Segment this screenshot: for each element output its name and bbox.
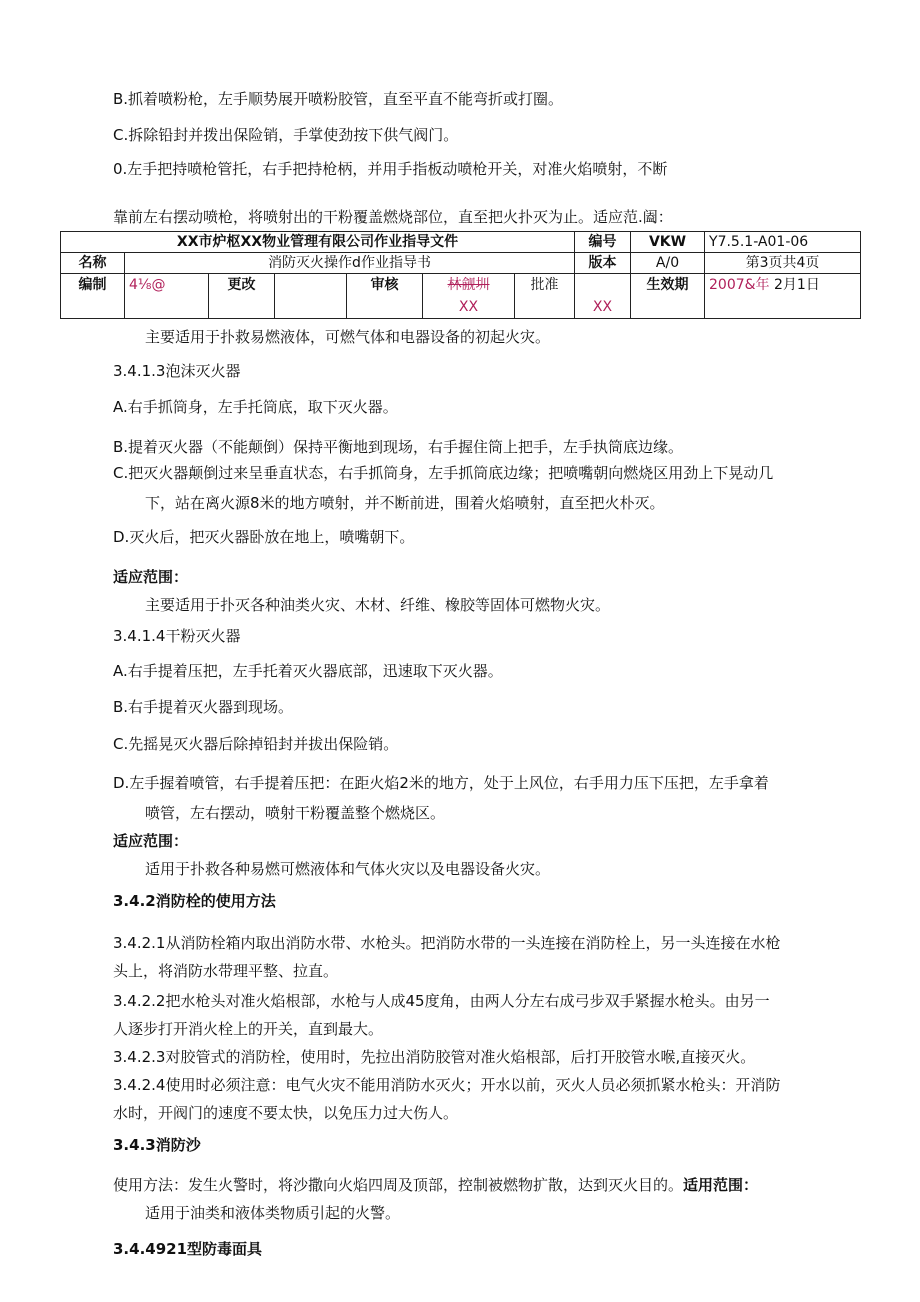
body-line-3: A.右手抓筒身，左手托筒底，取下灭火器。 bbox=[113, 398, 398, 416]
section-3-4-1-3: 3.4.1.3泡沫灭火器 bbox=[113, 362, 241, 380]
approve-signature: XX bbox=[575, 274, 631, 319]
body-line-15: 喷管，左右摆动，喷射干粉覆盖整个燃烧区。 bbox=[145, 804, 446, 822]
usage-text: 使用方法：发生火警时，将沙撒向火焰四周及顶部，控制被燃物扩散，达到灭火目的。 bbox=[113, 1176, 684, 1194]
review-signature-mark: XX bbox=[458, 299, 479, 315]
version-label: 版本 bbox=[575, 253, 631, 274]
body-line-20: 头上，将消防水带理平整、拉直。 bbox=[113, 962, 339, 980]
body-line-4: B.提着灭火器（不能颠倒）保持平衡地到现场，右手握住筒上把手，左手执筒底边缘。 bbox=[113, 438, 684, 456]
effective-label: 生效期 bbox=[631, 274, 705, 319]
document-header-table bbox=[60, 231, 861, 319]
review-signature-name: 林觎圳 bbox=[447, 277, 490, 293]
body-line-21: 3.4.2.2把水枪头对准火焰根部，水枪与人成45度角，由两人分左右成弓步双手紧握水枪头。由另一 bbox=[113, 992, 770, 1010]
approve-label: 批准 bbox=[515, 274, 575, 319]
code-label: 编号 bbox=[575, 232, 631, 253]
name-value: 消防灭火操作d作业指导书 bbox=[125, 253, 575, 274]
body-line-24: 3.4.2.4使用时必须注意：电气火灾不能用消防水灭火；开水以前，灭火人员必须抓紧水枪头：开消防 bbox=[113, 1076, 781, 1094]
scope-heading-3: 适用范围： bbox=[683, 1176, 759, 1194]
body-line-22: 人逐步打开消火栓上的开关，直到最大。 bbox=[113, 1020, 384, 1038]
company-title: XX市炉枢XX物业管理有限公司作业指导文件 bbox=[61, 232, 575, 253]
scope-heading-1: 适应范围： bbox=[113, 568, 189, 586]
change-value bbox=[275, 274, 347, 319]
review-label: 审核 bbox=[347, 274, 423, 319]
top-line-b: B.抓着喷粉枪，左手顺势展开喷粉胶管，直至平直不能弯折或打圈。 bbox=[113, 90, 564, 108]
body-line-9: 主要适用于扑灭各种油类火灾、木材、纤维、橡胶等固体可燃物火灾。 bbox=[145, 596, 611, 614]
body-line-12: B.右手提着灭火器到现场。 bbox=[113, 698, 294, 716]
code-value: Y7.5.1-A01-06 bbox=[705, 232, 861, 253]
body-line-19: 3.4.2.1从消防栓箱内取出消防水带、水枪头。把消防水带的一头连接在消防栓上，另一头连接在水枪 bbox=[113, 934, 781, 952]
body-line-1: 主要适用于扑救易燃液体，可燃气体和电器设备的初起火灾。 bbox=[145, 328, 551, 346]
top-line-c: C.拆除铅封并拨出保险销，手掌使劲按下供气阀门。 bbox=[113, 126, 459, 144]
name-label: 名称 bbox=[61, 253, 125, 274]
section-3-4-3: 3.4.3消防沙 bbox=[113, 1136, 201, 1154]
body-line-6: 下，站在离火源8米的地方喷射，并不断前进，围着火焰喷射，直至把火朴灭。 bbox=[145, 494, 665, 512]
body-line-7: D.灭火后，把灭火器卧放在地上，喷嘴朝下。 bbox=[113, 528, 415, 546]
effective-date: 2007&年 2月1日 bbox=[705, 274, 861, 319]
top-line-d2: 靠前左右摆动喷枪，将喷射出的干粉覆盖燃烧部位，直至把火扑灭为止。适应范.阖： bbox=[113, 208, 673, 226]
body-line-14: D.左手握着喷管，右手提着压把：在距火焰2米的地方，处于上风位，右手用力压下压把，左手拿着 bbox=[113, 774, 769, 792]
body-line-17: 适用于扑救各种易燃可燃液体和气体火灾以及电器设备火灾。 bbox=[145, 860, 551, 878]
body-line-13: C.先摇晃灭火器后除掉铅封并拔出保险销。 bbox=[113, 735, 399, 753]
body-line-5: C.把灭火器颠倒过来呈垂直状态，右手抓筒身，左手抓筒底边缘；把喷嘴朝向燃烧区用劲上下晃动几 bbox=[113, 464, 774, 482]
author-label: 编制 bbox=[61, 274, 125, 319]
section-3-4-2: 3.4.2消防栓的使用方法 bbox=[113, 892, 276, 910]
version-value: A/0 bbox=[631, 253, 705, 274]
author-signature: 4⅛@ bbox=[125, 274, 209, 319]
section-3-4-4: 3.4.4921型防毒面具 bbox=[113, 1240, 263, 1258]
scope-heading-2: 适应范围： bbox=[113, 832, 189, 850]
top-line-d: 0.左手把持喷枪管托，右手把持枪柄，并用手指板动喷枪开关，对准火焰喷射，不断 bbox=[113, 160, 668, 178]
page-value: 第3页共4页 bbox=[705, 253, 861, 274]
change-label: 更改 bbox=[209, 274, 275, 319]
body-line-11: A.右手提着压把，左手托着灭火器底部，迅速取下灭火器。 bbox=[113, 662, 503, 680]
body-line-27 bbox=[113, 1174, 758, 1196]
body-line-28: 适用于油类和液体类物质引起的火警。 bbox=[145, 1204, 401, 1222]
review-signature bbox=[423, 274, 515, 319]
body-line-23: 3.4.2.3对胶管式的消防栓，使用时，先拉出消防胶管对准火焰根部，后打开胶管水喉,直接灭火。 bbox=[113, 1048, 756, 1066]
section-3-4-1-4: 3.4.1.4干粉灭火器 bbox=[113, 627, 241, 645]
body-line-25: 水时，开阀门的速度不要太快，以免压力过大伤人。 bbox=[113, 1104, 459, 1122]
code-prefix: VKW bbox=[631, 232, 705, 253]
